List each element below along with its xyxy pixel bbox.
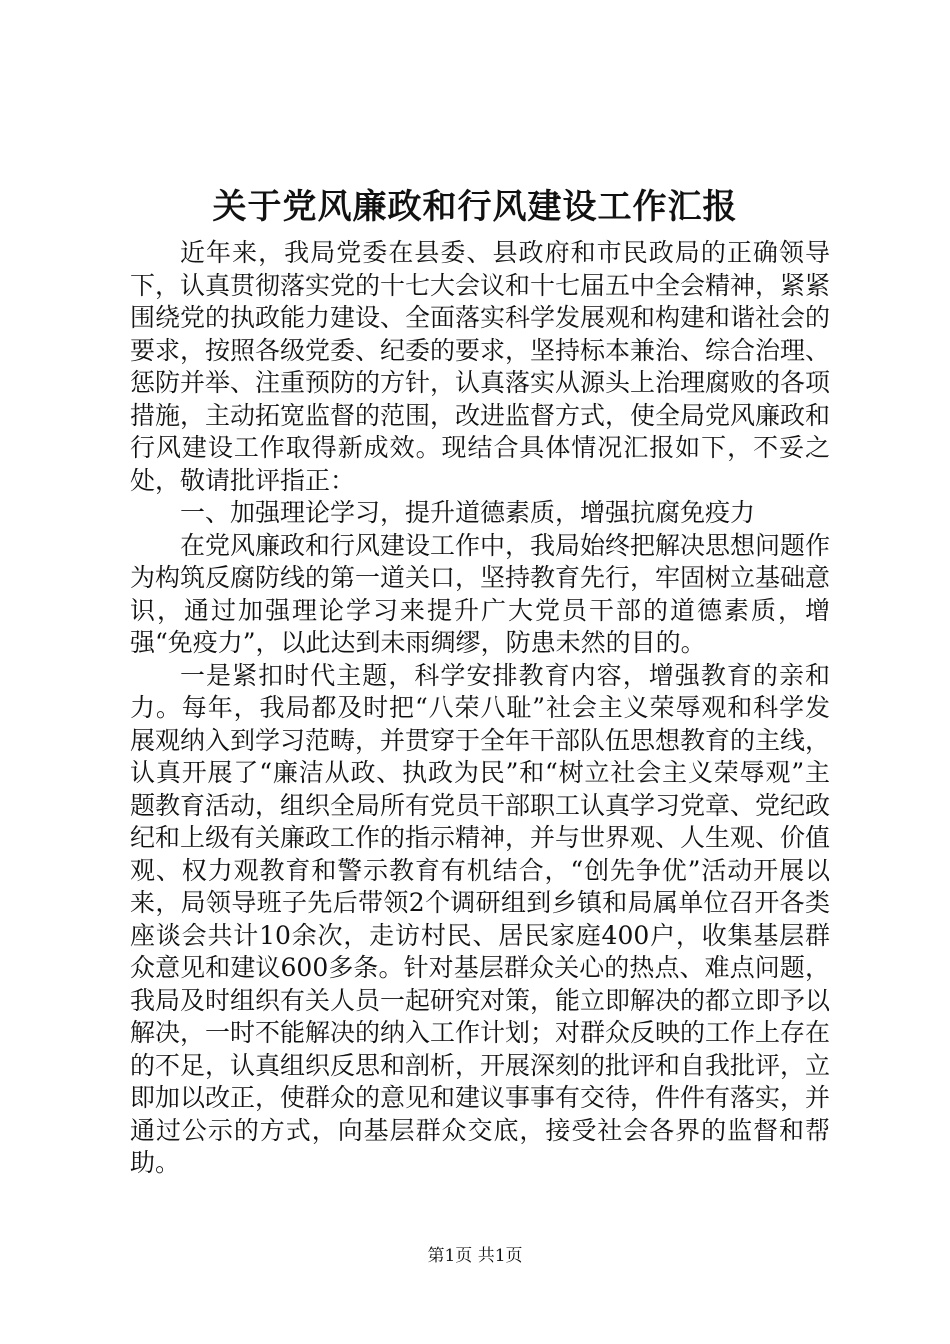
document-body — [130, 237, 830, 1180]
page-footer: 第1页 共1页 — [427, 1246, 523, 1266]
section-heading: 一、加强理论学习，提升道德素质，增强抗腐免疫力 — [180, 498, 756, 527]
document-title: 关于党风廉政和行风建设工作汇报 — [212, 187, 738, 227]
paragraph-section-intro: 在党风廉政和行风建设工作中，我局始终把解决思想问题作为构筑反腐防线的第一道关口，坚持教育先行，牢固树立基础意识，通过加强理论学习来提升广大党员干部的道德素质，增强“免疫力”，以此达到未雨绸缪，防患未然的目的。 — [130, 530, 831, 657]
paragraph-intro: 近年来，我局党委在县委、县政府和市民政局的正确领导下，认真贯彻落实党的十七大会议和十七届五中全会精神，紧紧围绕党的执政能力建设、全面落实科学发展观和构建和谐社会的要求，按照各级党委、纪委的要求，坚持标本兼治、综合治理、惩防并举、注重预防的方针，认真落实从源头上治理腐败的各项措施，主动拓宽监督的范围，改进监督方式，使全局党风廉政和行风建设工作取得新成效。现结合具体情况汇报如下，不妥之处，敬请批评指正： — [130, 238, 831, 495]
paragraph-item-one: 一是紧扣时代主题，科学安排教育内容，增强教育的亲和力。每年，我局都及时把“八荣八耻”社会主义荣辱观和科学发展观纳入到学习范畴，并贯穿于全年干部队伍思想教育的主线，认真开展了“廉洁从政、执政为民”和“树立社会主义荣辱观”主题教育活动，组织全局所有党员干部职工认真学习党章、党纪政纪和上级有关廉政工作的指示精神，并与世界观、人生观、价值观、权力观教育和警示教育有机结合，“创先争优”活动开展以来，局领导班子先后带领2个调研组到乡镇和局属单位召开各类座谈会共计10余次，走访村民、居民家庭400户，收集基层群众意见和建议600多条。针对基层群众关心的热点、难点问题，我局及时组织有关人员一起研究对策，能立即解决的都立即予以解决，一时不能解决的纳入工作计划；对群众反映的工作上存在的不足，认真组织反思和剖析，开展深刻的批评和自我批评，立即加以改正，使群众的意见和建议事事有交待，件件有落实，并通过公示的方式，向基层群众交底，接受社会各界的监督和帮助。 — [130, 660, 831, 1177]
